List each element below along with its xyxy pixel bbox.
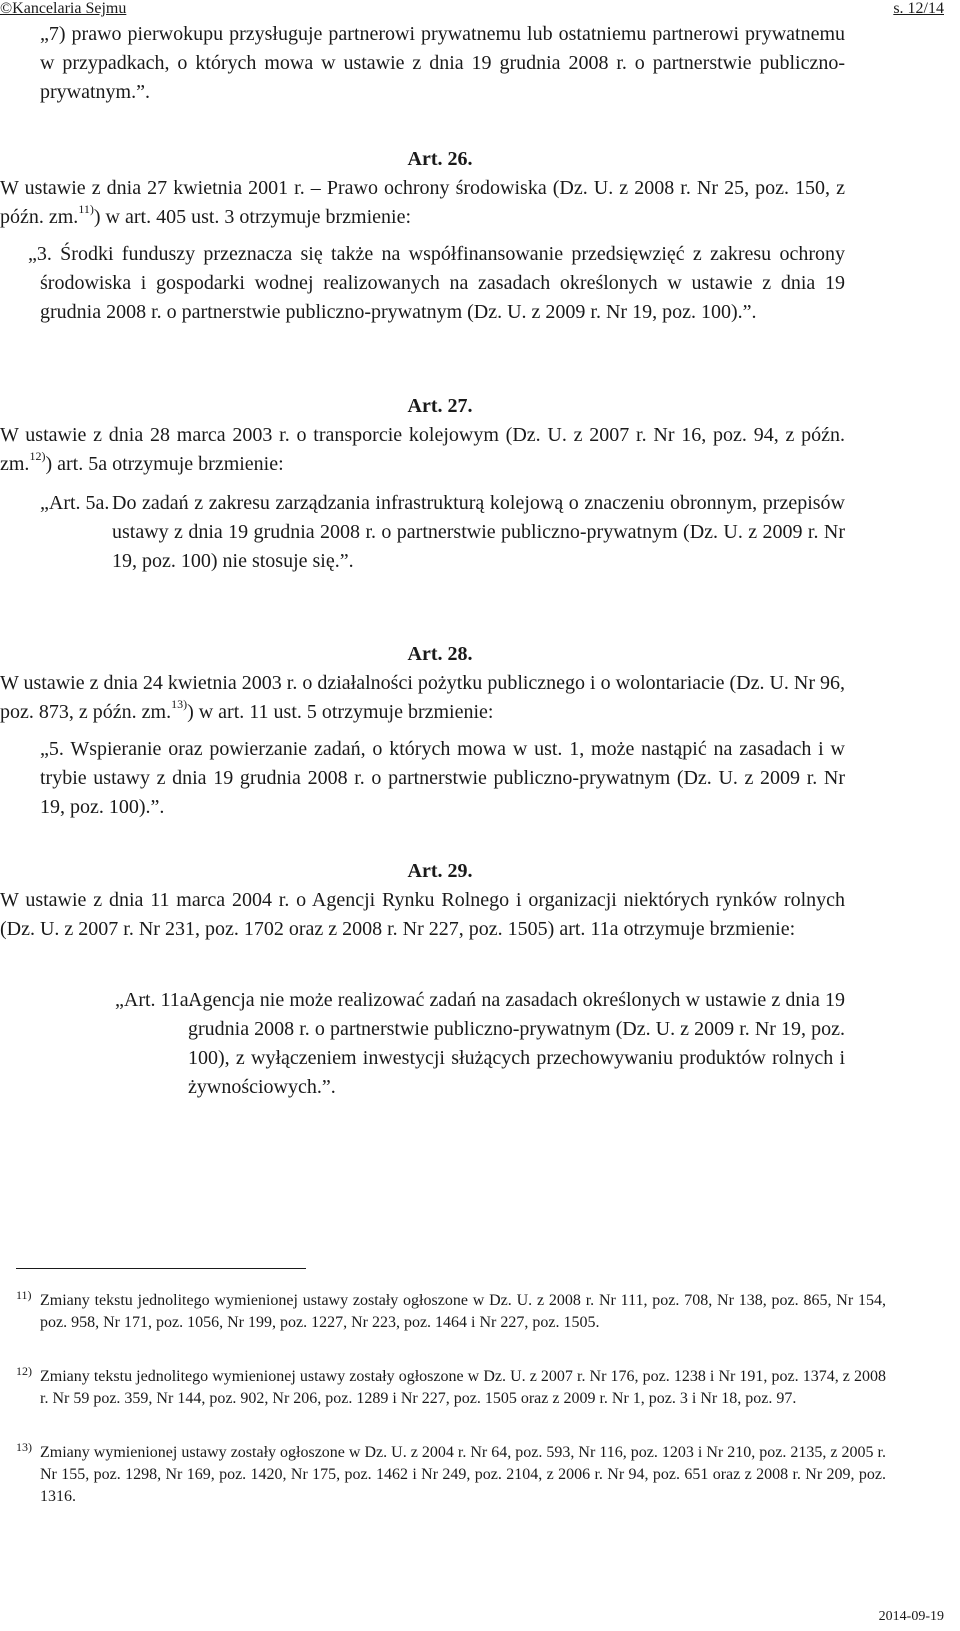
footnote-text: Zmiany tekstu jednolitego wymienionej ustawy zostały ogłoszone w Dz. U. z 2008 r. Nr 111, poz. 708, Nr 138, poz. 865, Nr 154, poz. 958, Nr 171, poz. 1056, Nr 199, poz. 1227, Nr 223, poz. 1464 i Nr 227, poz. 1505. xyxy=(40,1292,886,1331)
publisher-link[interactable]: ©Kancelaria Sejmu xyxy=(0,0,127,17)
footnote-number: 12) xyxy=(16,1364,32,1378)
footnote-12 xyxy=(16,1366,886,1410)
footnote-number: 13) xyxy=(16,1440,32,1454)
article-26-title: Art. 26. xyxy=(407,148,473,170)
article-28-quote: „5. Wspieranie oraz powierzanie zadań, o których mowa w ust. 1, może nastąpić na zasadach i w trybie ustawy z dnia 19 grudnia 2008 r. o partnerstwie publiczno-prywatnym (Dz. U. z 2009 r. Nr 19, poz. 100).”. xyxy=(40,738,845,818)
continued-provision: „7) prawo pierwokupu przysługuje partnerowi prywatnemu lub ostatniemu partnerowi prywatnemu w przypadkach, o których mowa w ustawie z dnia 19 grudnia 2008 r. o partnerstwie publiczno-prywatnym.”. xyxy=(40,23,845,103)
article-29-intro: W ustawie z dnia 11 marca 2004 r. o Agencji Rynku Rolnego i organizacji niektórych rynków rolnych (Dz. U. z 2007 r. Nr 231, poz. 1702 oraz z 2008 r. Nr 227, poz. 1505) art. 11a otrzymuje brzmienie: xyxy=(0,889,845,940)
page-number[interactable]: s. 12/14 xyxy=(893,0,944,17)
page-header xyxy=(0,0,960,18)
article-26-intro: W ustawie z dnia 27 kwietnia 2001 r. – Prawo ochrony środowiska (Dz. U. z 2008 r. Nr 25, poz. 150, z późn. zm.$^{11)}$) w art. 405 ust. 3 otrzymuje brzmienie: xyxy=(0,177,845,228)
article-29-quote-lead: „Art. 11a. xyxy=(115,989,194,1011)
footnote-text: Zmiany wymienionej ustawy zostały ogłoszone w Dz. U. z 2004 r. Nr 64, poz. 593, Nr 116, poz. 1203 i Nr 210, poz. 2135, z 2005 r. Nr 155, poz. 1298, Nr 169, poz. 1420, Nr 175, poz. 1462 i Nr 249, poz. 2104, z 2006 r. Nr 94, poz. 651 oraz z 2008 r. Nr 209, poz. 1316. xyxy=(40,1444,886,1505)
article-28-intro: W ustawie z dnia 24 kwietnia 2003 r. o działalności pożytku publicznego i o wolontariacie (Dz. U. Nr 96, poz. 873, z późn. zm.$^{13)}$) w art. 11 ust. 5 otrzymuje brzmienie: xyxy=(0,672,845,723)
footnote-13 xyxy=(16,1442,886,1508)
footnote-ref-11[interactable]: 11) xyxy=(78,202,94,217)
article-28-title: Art. 28. xyxy=(407,643,473,665)
footer-date: 2014-09-19 xyxy=(878,1609,944,1624)
footnote-ref-13[interactable]: 13) xyxy=(171,697,188,712)
article-27-title: Art. 27. xyxy=(407,395,473,417)
footnote-separator xyxy=(16,1268,306,1269)
article-26-quote: „3. Środki funduszy przeznacza się także na współfinansowanie przedsięwzięć z zakresu ochrony środowiska i gospodarki wodnej realizowanych na zasadach określonych w ustawie z dnia 19 grudnia 2008 r. o partnerstwie publiczno-prywatnym (Dz. U. z 2009 r. Nr 19, poz. 100).”. xyxy=(28,243,845,323)
footnote-text: Zmiany tekstu jednolitego wymienionej ustawy zostały ogłoszone w Dz. U. z 2007 r. Nr 176, poz. 1238 i Nr 191, poz. 1374, z 2008 r. Nr 59 poz. 359, Nr 144, poz. 902, Nr 206, poz. 1289 i Nr 227, poz. 1505 oraz z 2009 r. Nr 1, poz. 3 i Nr 18, poz. 97. xyxy=(40,1368,886,1407)
article-29-quote: „Art. 11a. Agencja nie może realizować zadań na zasadach określonych w ustawie z dnia 19 grudnia 2008 r. o partnerstwie publiczno-prywatnym (Dz. U. z 2009 r. Nr 19, poz. 100), z wyłączeniem inwestycji służących przechowywaniu produktów rolnych i żywnościowych.”. xyxy=(115,986,845,1102)
footnote-ref-12[interactable]: 12) xyxy=(29,449,46,464)
article-27-quote: „Art. 5a. Do zadań z zakresu zarządzania infrastrukturą kolejową o znaczeniu obronnym, przepisów ustawy z dnia 19 grudnia 2008 r. o partnerstwie publiczno-prywatnym (Dz. U. z 2009 r. Nr 19, poz. 100) nie stosuje się.”. xyxy=(40,489,845,576)
article-27-intro: W ustawie z dnia 28 marca 2003 r. o transporcie kolejowym (Dz. U. z 2007 r. Nr 16, poz. 94, z późn. zm.$^{12)}$) art. 5a otrzymuje brzmienie: xyxy=(0,424,845,475)
footnote-number: 11) xyxy=(16,1288,32,1302)
footnote-11 xyxy=(16,1290,886,1334)
article-29-title: Art. 29. xyxy=(407,860,473,882)
article-27-quote-lead: „Art. 5a. xyxy=(40,492,110,514)
